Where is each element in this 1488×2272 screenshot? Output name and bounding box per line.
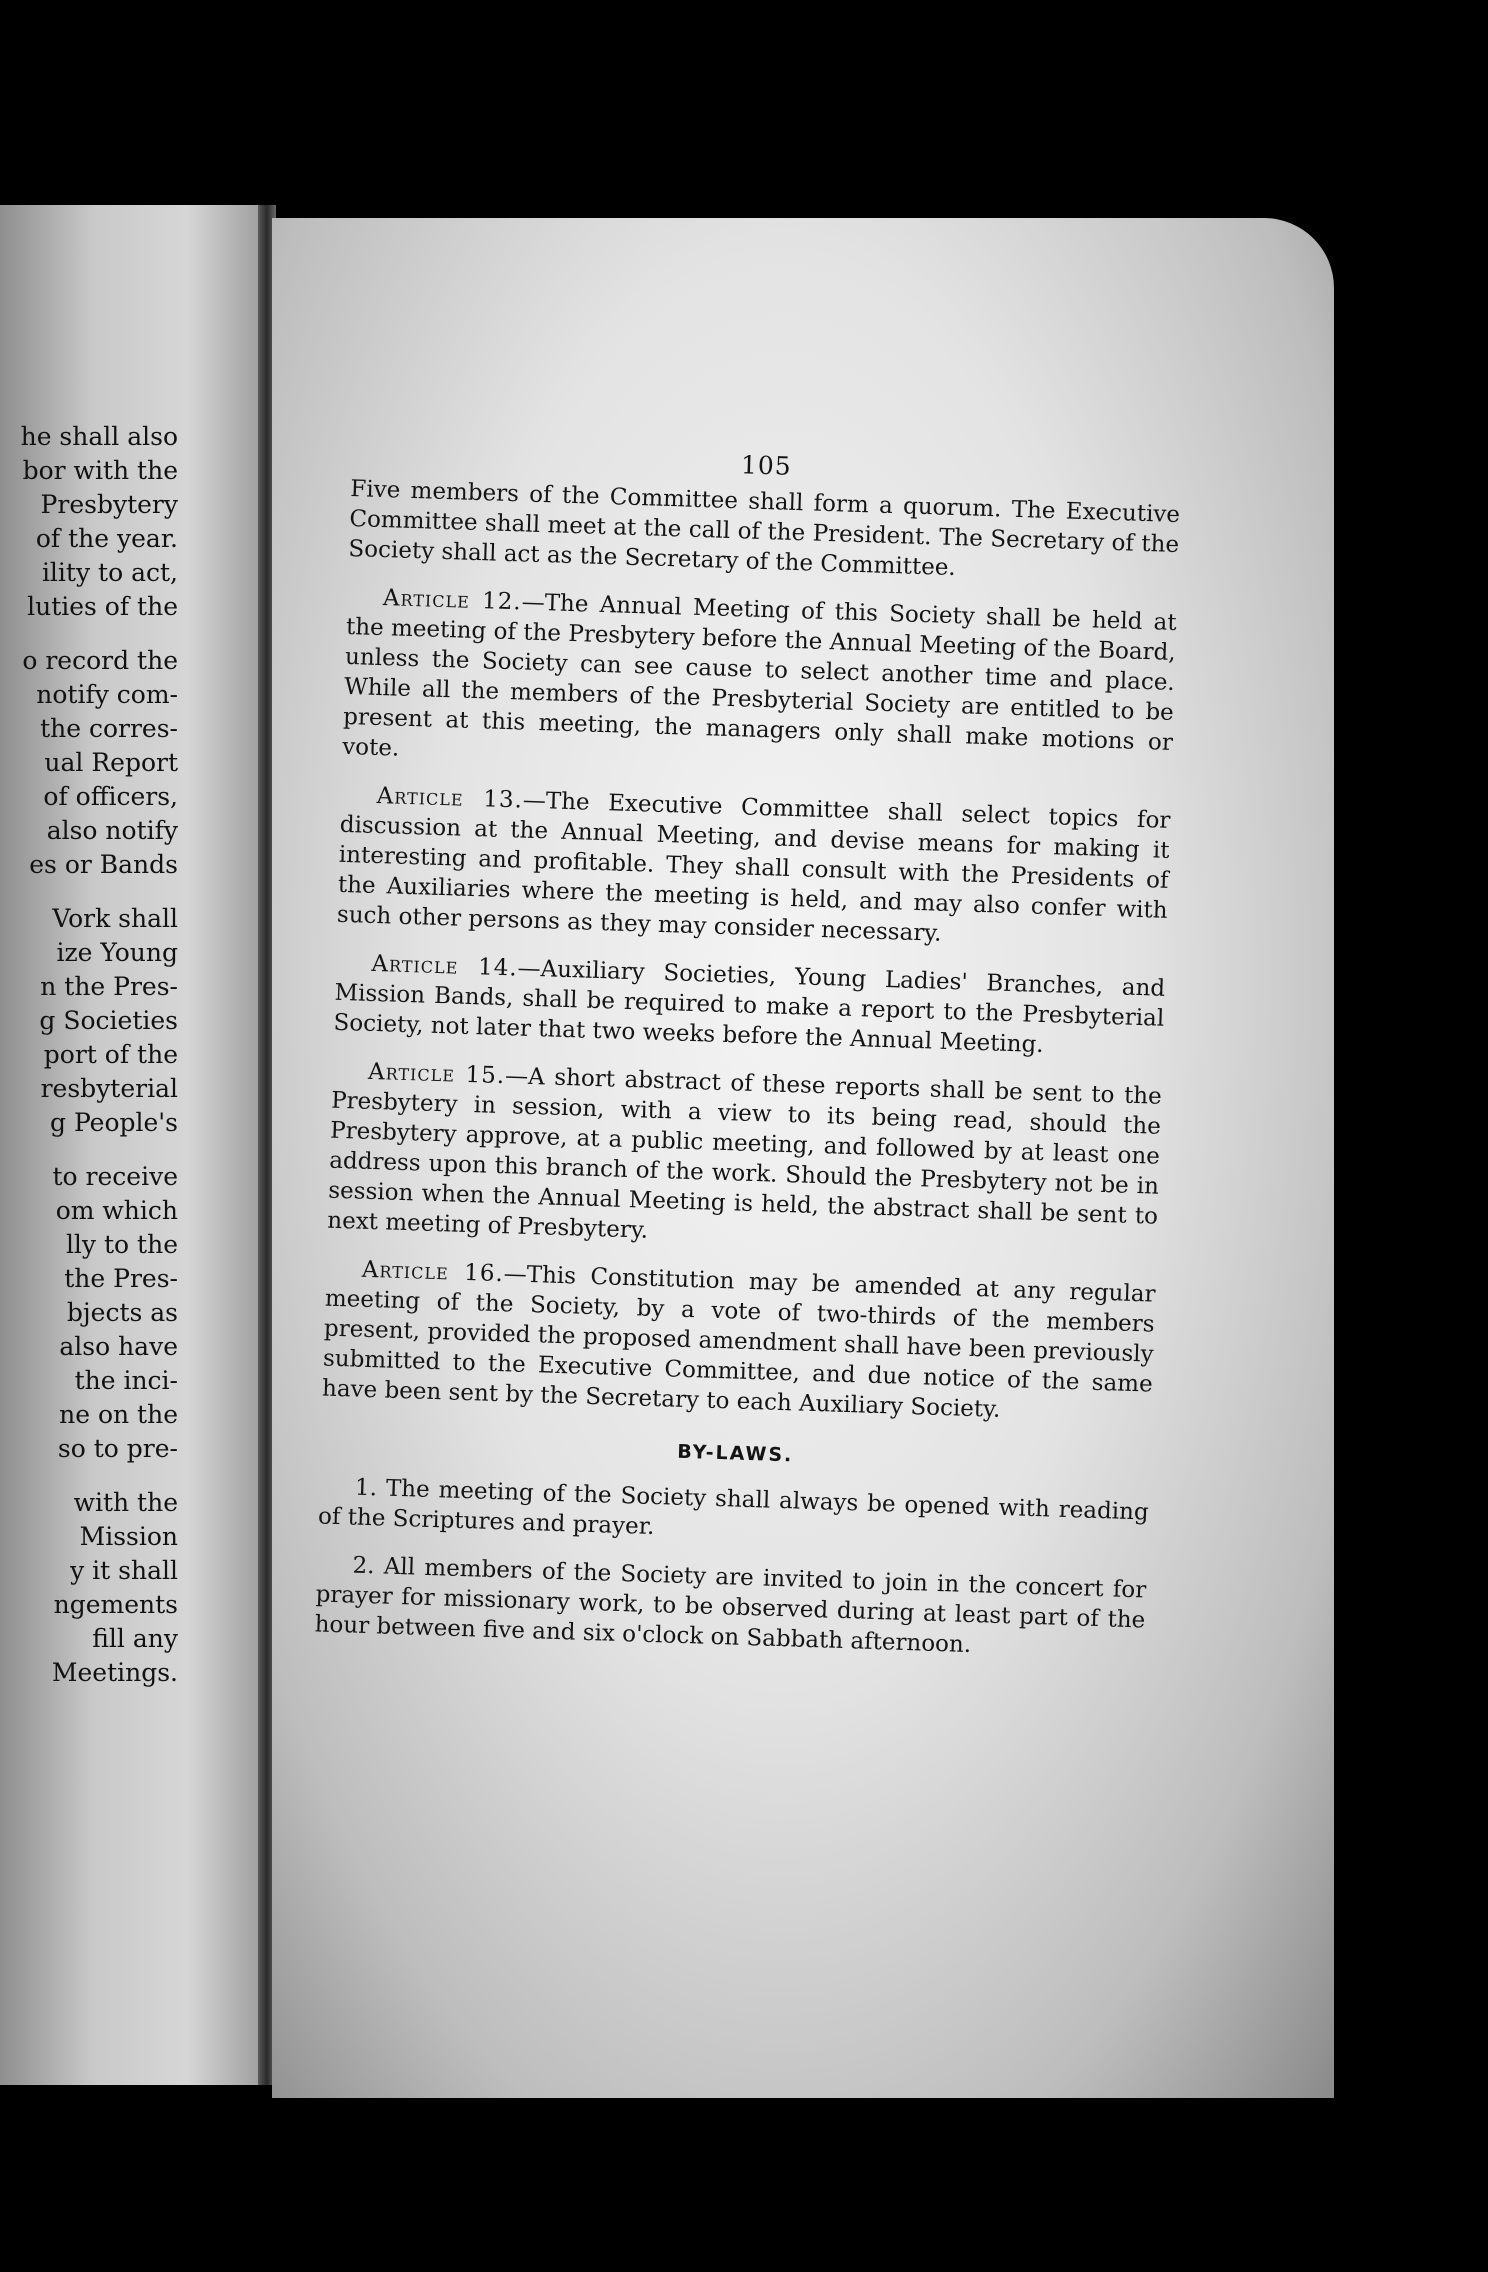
left-page-line: notify com- bbox=[36, 680, 178, 709]
article-label: Article 16. bbox=[361, 1256, 505, 1288]
paragraph-article-13: Article 13.—The Executive Committee shall select topics for discussion at the Annual Meeting, and devise means for making it interesting and profitable. They shall consult with the Presidents of the Auxiliaries where the meeting is held, and may also confer with such other persons as they may consider necessary. bbox=[336, 782, 1171, 947]
left-page-line: also notify bbox=[46, 816, 178, 845]
left-page-line: Vork shall bbox=[52, 904, 178, 933]
paragraph-article-14: Article 14.—Auxiliary Societies, Young Ladies' Branches, and Mission Bands, shall be required to make a report to the Presbyterial Society, not later that two weeks before the Annual Meeting. bbox=[333, 950, 1166, 1059]
left-page-line: so to pre- bbox=[57, 1434, 178, 1463]
left-page-line: ne on the bbox=[59, 1400, 178, 1429]
left-page-line: of the year. bbox=[35, 524, 178, 553]
left-page-line: port of the bbox=[43, 1040, 178, 1069]
left-page-text bbox=[0, 420, 178, 1690]
bylaw-number: 1. bbox=[354, 1474, 378, 1502]
left-page-line: y it shall bbox=[70, 1556, 178, 1585]
left-page-line: g Societies bbox=[39, 1006, 178, 1035]
left-page-line: bjects as bbox=[66, 1298, 178, 1327]
paragraph-committee-quorum: Five members of the Committee shall form a quorum. The Executive Committee shall meet at the call of the President. The Secretary of the Society shall act as the Secretary of the Committee. bbox=[348, 475, 1181, 582]
bylaw-number: 2. bbox=[352, 1552, 375, 1580]
left-page-gap bbox=[0, 1140, 178, 1160]
left-page-line: the inci- bbox=[74, 1366, 178, 1395]
left-page-line: n the Pres- bbox=[40, 972, 178, 1001]
bylaw-1: 1. The meeting of the Society shall always be opened with reading of the Scriptures and prayer. bbox=[317, 1474, 1150, 1541]
left-page-line: o record the bbox=[22, 646, 178, 675]
left-page-line: with the bbox=[73, 1488, 178, 1517]
left-page-line: the Pres- bbox=[64, 1264, 178, 1293]
left-page-line: fill any bbox=[92, 1624, 178, 1653]
bylaw-2: 2. All members of the Society are invited to join in the concert for prayer for missionary work, to be observed during at least part of the hour between five and six o'clock on Sabbath afternoon. bbox=[314, 1552, 1147, 1659]
left-page-line: resbyterial bbox=[40, 1074, 178, 1103]
article-label: Article 12. bbox=[382, 585, 523, 616]
article-label: Article 14. bbox=[371, 950, 519, 982]
paragraph-article-15: Article 15.—A short abstract of these reports shall be sent to the Presbytery in session, with a view to its being read, should the Presbytery approve, at a public meeting, and followed by at least one address upon this branch of the work. Should the Presbytery not be in session when the Annual Meeting is held, the abstract shall be sent to next meeting of Presbytery. bbox=[326, 1058, 1163, 1244]
left-facing-page bbox=[0, 205, 268, 2085]
right-page bbox=[272, 218, 1334, 2098]
left-page-line: g People's bbox=[50, 1108, 178, 1137]
paragraph-article-12: Article 12.—The Annual Meeting of this Society shall be held at the meeting of the Presbytery before the Annual Meeting of the Board, unless the Society can see cause to select another time and place. While all the members of the Presbyterial Society are entitled to be present at this meeting, the managers only shall make motions or vote. bbox=[341, 585, 1178, 762]
page-text-block bbox=[314, 438, 1182, 1683]
paragraph-article-16: Article 16.—This Constitution may be amended at any regular meeting of the Society, by a vote of two-thirds of the members present, provided the proposed amendment shall have been previously submitted to the Executive Committee, and due notice of the same have been sent by the Secretary to each Auxiliary Society. bbox=[321, 1256, 1156, 1423]
left-page-line: to receive bbox=[52, 1162, 178, 1191]
left-page-line: es or Bands bbox=[29, 850, 178, 879]
left-page-line: lly to the bbox=[65, 1230, 178, 1259]
left-page-line: also have bbox=[59, 1332, 178, 1361]
bylaws-heading: BY-LAWS. bbox=[676, 1440, 794, 1467]
left-page-gap bbox=[0, 1466, 178, 1486]
left-page-line: luties of the bbox=[27, 592, 178, 621]
left-page-line: ngements bbox=[53, 1590, 178, 1619]
page-number: 105 bbox=[740, 450, 793, 481]
left-page-line: he shall also bbox=[20, 422, 178, 451]
left-page-line: bor with the bbox=[22, 456, 178, 485]
left-page-line: Presbytery bbox=[40, 490, 178, 519]
left-page-line: of officers, bbox=[43, 782, 178, 811]
left-page-line: Mission bbox=[79, 1522, 178, 1551]
left-page-gap bbox=[0, 624, 178, 644]
article-label: Article 13. bbox=[376, 782, 524, 814]
left-page-line: ility to act, bbox=[41, 558, 178, 587]
left-page-gap bbox=[0, 882, 178, 902]
left-page-line: the corres- bbox=[40, 714, 178, 743]
left-page-line: ize Young bbox=[56, 938, 178, 967]
left-page-line: Meetings. bbox=[51, 1658, 178, 1687]
article-label: Article 15. bbox=[367, 1058, 506, 1090]
left-page-line: ual Report bbox=[44, 748, 178, 777]
left-page-line: om which bbox=[55, 1196, 178, 1225]
